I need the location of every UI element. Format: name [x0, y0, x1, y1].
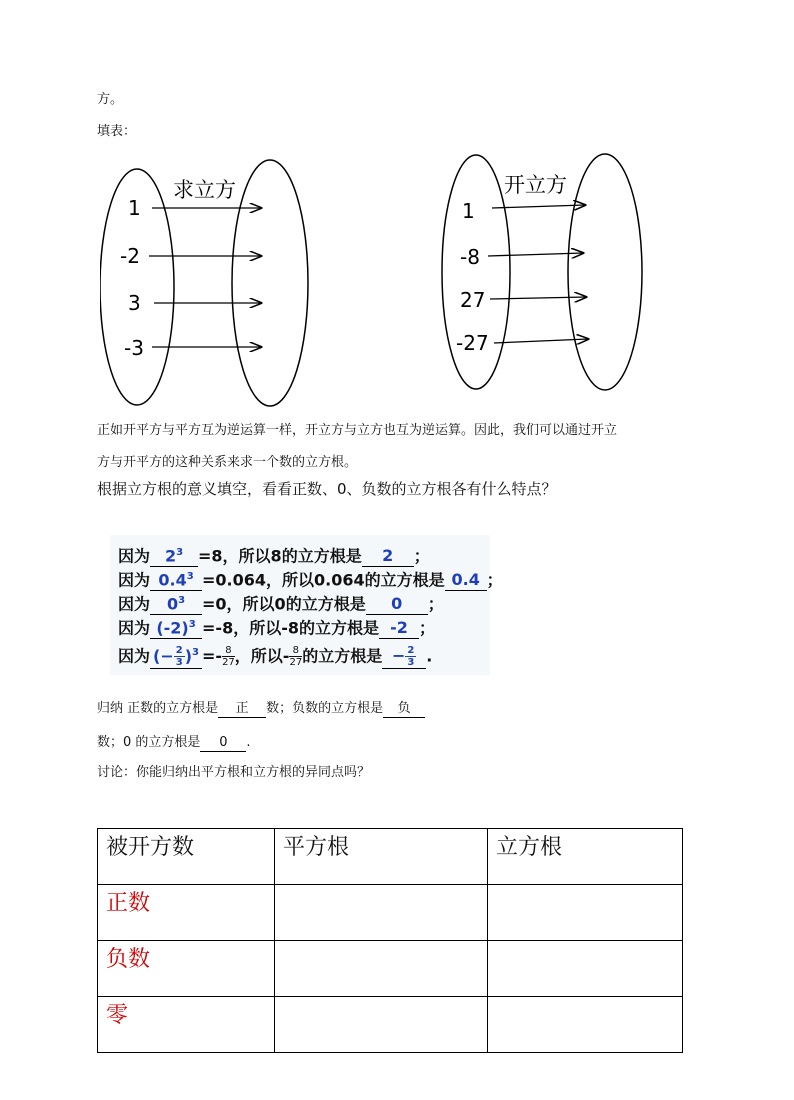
answer-blank[interactable]: 0.4 [445, 570, 487, 591]
summary-line-2: 数；0 的立方根是 0 . [97, 735, 251, 750]
diagram-item: 1 [462, 199, 475, 223]
answer-blank[interactable]: $2^3$ [150, 543, 198, 567]
table-cell-blank[interactable] [275, 997, 488, 1053]
arrow [494, 339, 588, 343]
diagram-item: -27 [456, 331, 489, 355]
diagram-item: -3 [124, 336, 144, 360]
diagram-item: 27 [460, 288, 486, 312]
diagram-label: 求立方 [173, 178, 236, 202]
answer-blank[interactable]: $(-2)^3$ [150, 615, 202, 639]
summary-blank[interactable]: 0 [200, 735, 246, 752]
table-row [98, 997, 683, 1053]
diagram-item: -8 [460, 245, 480, 269]
fill-table-label: 填表： [97, 124, 137, 139]
paragraph-question: 根据立方根的意义填空，看看正数、0、负数的立方根各有什么特点？ [97, 480, 557, 498]
summary-blank[interactable]: 正 [218, 701, 266, 718]
arrow [492, 205, 585, 208]
fill-line-1: 因为 $2^3 =8$，所以8的立方根是 2 ； [118, 543, 430, 567]
answer-blank[interactable]: − $\frac{2}{3}$ [382, 645, 426, 669]
answer-blank[interactable]: 0 [366, 594, 428, 615]
answer-blank[interactable]: (− $\frac{2}{3}$ )$^3$ [150, 643, 202, 669]
answer-blank[interactable]: $0^3$ [150, 591, 202, 615]
diagram-label: 开立方 [504, 173, 567, 197]
range-ellipse [568, 154, 642, 390]
table-header-cell: 被开方数 [98, 829, 275, 885]
diagram-cube [100, 155, 320, 415]
table-cell-blank[interactable] [275, 941, 488, 997]
text-line-top: 方。 [97, 92, 124, 107]
table-cell-blank[interactable] [488, 885, 683, 941]
answer-blank[interactable]: $0.4^3$ [150, 567, 202, 591]
table-row [98, 885, 683, 941]
table-header-row [98, 829, 683, 885]
paragraph-line: 正如开平方与平方互为逆运算一样，开立方与立方也互为逆运算。因此，我们可以通过开立 [97, 423, 618, 438]
answer-blank[interactable]: 2 [362, 546, 414, 567]
table-header-cell: 平方根 [275, 829, 488, 885]
table-row [98, 941, 683, 997]
fill-line-3: 因为 $0^3 =0$，所以0的立方根是 0 ； [118, 591, 444, 615]
discussion-question: 讨论：你能归纳出平方根和立方根的异同点吗？ [97, 765, 371, 780]
table-cell-blank[interactable] [275, 885, 488, 941]
table-row-label: 负数 [98, 941, 275, 997]
diagram-item: 3 [128, 291, 141, 315]
paragraph-line: 方与开平方的这种关系来求一个数的立方根。 [97, 455, 358, 470]
fill-line-2: 因为 $0.4^3 =0.064$，所以0.064的立方根是 0.4 ； [118, 567, 503, 591]
diagram-cube-root [440, 150, 650, 405]
fill-line-5: 因为 (− $\frac{2}{3}$ )$^3$ =- $\frac{8}{27}$ ，所以- $\frac{8}{27}$ 的立方根是 − $\frac{2}{3}$ . [118, 643, 432, 669]
comparison-table [97, 828, 683, 1053]
arrow [490, 297, 586, 299]
table-row-label: 零 [98, 997, 275, 1053]
table-cell-blank[interactable] [488, 941, 683, 997]
summary-line-1: 归纳 正数的立方根是 正 数；负数的立方根是 负 [97, 701, 425, 718]
diagram-item: 1 [128, 196, 141, 220]
answer-blank[interactable]: -2 [379, 618, 419, 639]
diagram-item: -2 [120, 244, 140, 268]
table-header-cell: 立方根 [488, 829, 683, 885]
summary-blank[interactable]: 负 [383, 701, 425, 718]
fill-line-4: 因为 $(-2)^3 =-8$，所以-8的立方根是 -2 ； [118, 615, 435, 639]
table-cell-blank[interactable] [488, 997, 683, 1053]
table-row-label: 正数 [98, 885, 275, 941]
range-ellipse [232, 160, 308, 406]
